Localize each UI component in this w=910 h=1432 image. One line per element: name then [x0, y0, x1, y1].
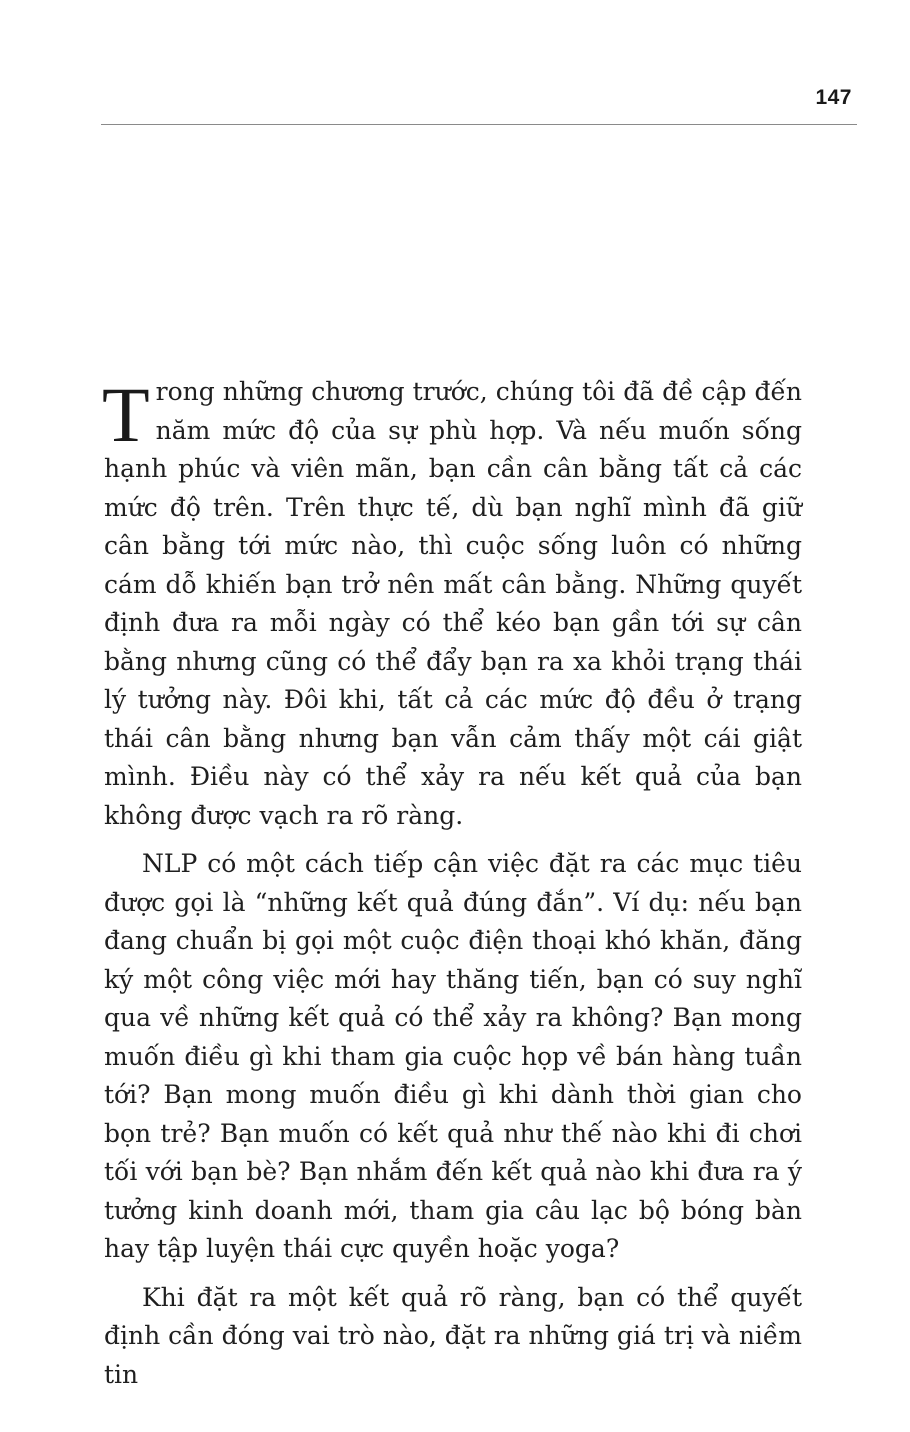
drop-cap: T	[102, 371, 150, 458]
page-number: 147	[815, 86, 852, 109]
paragraph-2: NLP có một cách tiếp cận việc đặt ra các mục tiêu được gọi là “những kết quả đúng đắn”. Ví dụ: nếu bạn đang chuẩn bị gọi một cuộc điện thoại khó khăn, đăng ký một công việc mới hay thăng tiến, bạn có suy nghĩ qua về những kết quả có thể xảy ra không? Bạn mong muốn điều gì khi tham gia cuộc họp về bán hàng tuần tới? Bạn mong muốn điều gì khi dành thời gian cho bọn trẻ? Bạn muốn có kết quả như thế nào khi đi chơi tối với bạn bè? Bạn nhắm đến kết quả nào khi đưa ra ý tưởng kinh doanh mới, tham gia câu lạc bộ bóng bàn hay tập luyện thái cực quyền hoặc yoga?	[104, 849, 802, 1263]
paragraph-3: Khi đặt ra một kết quả rõ ràng, bạn có thể quyết định cần đóng vai trò nào, đặt ra những giá trị và niềm tin	[104, 1282, 802, 1389]
paragraph-1	[104, 373, 802, 835]
header-rule	[101, 124, 857, 125]
body-text	[104, 373, 802, 1394]
paragraph-1-text: rong những chương trước, chúng tôi đã đề cập đến năm mức độ của sự phù hợp. Và nếu muốn sống hạnh phúc và viên mãn, bạn cần cân bằng tất cả các mức độ trên. Trên thực tế, dù bạn nghĩ mình đã giữ cân bằng tới mức nào, thì cuộc sống luôn có những cám dỗ khiến bạn trở nên mất cân bằng. Những quyết định đưa ra mỗi ngày có thể kéo bạn gần tới sự cân bằng nhưng cũng có thể đẩy bạn ra xa khỏi trạng thái lý tưởng này. Đôi khi, tất cả các mức độ đều ở trạng thái cân bằng nhưng bạn vẫn cảm thấy một cái giật mình. Điều này có thể xảy ra nếu kết quả của bạn không được vạch ra rõ ràng.	[104, 377, 802, 830]
